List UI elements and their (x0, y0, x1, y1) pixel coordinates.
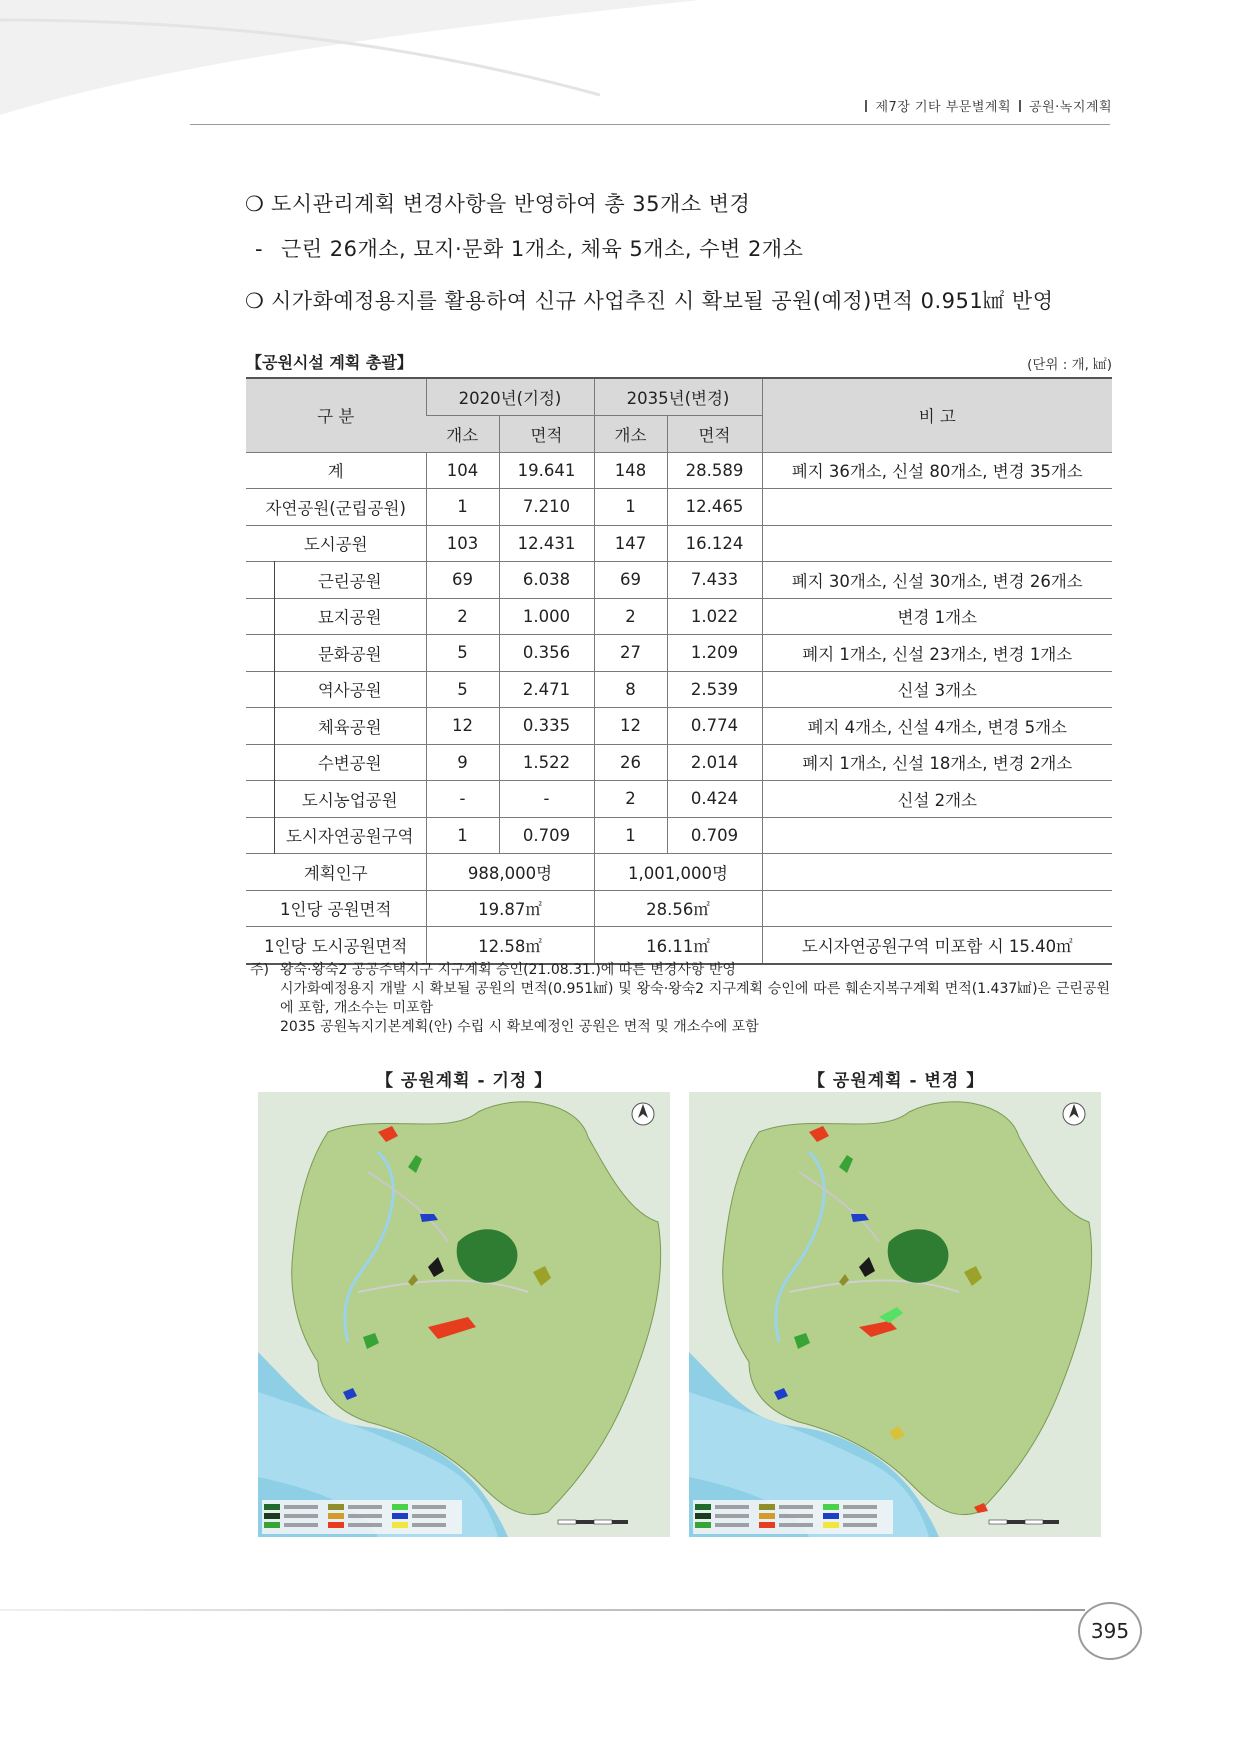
header-count-2020: 개소 (426, 416, 499, 453)
cell-area-2020: 0.356 (499, 635, 594, 672)
cell-note (762, 890, 1112, 927)
cell-note: 폐지 4개소, 신설 4개소, 변경 5개소 (762, 708, 1112, 745)
table-unit: (단위 : 개, ㎢) (1027, 357, 1112, 373)
cell-note: 폐지 1개소, 신설 18개소, 변경 2개소 (762, 744, 1112, 781)
cell-note: 폐지 30개소, 신설 30개소, 변경 26개소 (762, 562, 1112, 599)
summary-row (246, 854, 1112, 891)
map-title-changed: 【 공원계획 - 변경 】 (808, 1071, 985, 1091)
cell-count-2035: 8 (594, 671, 667, 708)
header-note: 비 고 (762, 378, 1112, 452)
cell-area-2035: 16.124 (667, 525, 762, 562)
cell-area-2020: 19.641 (499, 452, 594, 489)
table-row (246, 817, 1112, 854)
row-category (246, 781, 426, 818)
row-category-label: 묘지공원 (317, 608, 382, 628)
cell-count-2035: 148 (594, 452, 667, 489)
park-map-graphic (689, 1092, 1101, 1537)
table-row (246, 708, 1112, 745)
cell-area-2020: 1.522 (499, 744, 594, 781)
cell-note: 폐지 36개소, 신설 80개소, 변경 35개소 (762, 452, 1112, 489)
row-category (246, 817, 426, 854)
cell-note (762, 854, 1112, 891)
cell-area-2035: 0.424 (667, 781, 762, 818)
cell-value-2035: 28.56㎡ (594, 890, 762, 927)
cell-area-2020: 1.000 (499, 598, 594, 635)
map-changed (689, 1092, 1101, 1537)
cell-count-2020: 103 (426, 525, 499, 562)
cell-count-2020: 9 (426, 744, 499, 781)
table-row (246, 781, 1112, 818)
header-2020: 2020년(기정) (426, 378, 594, 416)
row-category: 도시공원 (246, 525, 426, 562)
cell-note (762, 489, 1112, 526)
table-caption: 【공원시설 계획 총괄】 (246, 353, 413, 372)
cell-note: 폐지 1개소, 신설 23개소, 변경 1개소 (762, 635, 1112, 672)
table-row (246, 671, 1112, 708)
park-map-graphic (258, 1092, 670, 1537)
note-line-2: 시가화예정용지 개발 시 확보될 공원의 면적(0.951㎢) 및 왕숙·왕숙2 지구계획 승인에 따른 훼손지복구계획 면적(1.437㎢)은 근린공원에 포함, 개소수는 미포함 (280, 981, 1110, 1016)
cell-note (762, 525, 1112, 562)
table-row (246, 598, 1112, 635)
bullet-3: ❍ 시가화예정용지를 활용하여 신규 사업추진 시 확보될 공원(예정)면적 0.951㎢ 반영 (245, 289, 1054, 313)
cell-count-2035: 69 (594, 562, 667, 599)
row-category-label: 도시자연공원구역 (285, 827, 414, 847)
cell-area-2020: 2.471 (499, 671, 594, 708)
cell-count-2020: 1 (426, 489, 499, 526)
row-category-label: 체육공원 (317, 717, 382, 737)
cell-area-2035: 0.774 (667, 708, 762, 745)
cell-area-2035: 12.465 (667, 489, 762, 526)
cell-count-2020: 69 (426, 562, 499, 599)
cell-count-2020: 5 (426, 671, 499, 708)
section-title: 공원·녹지계획 (1029, 100, 1112, 115)
summary-row (246, 890, 1112, 927)
row-category (246, 562, 426, 599)
cell-area-2035: 0.709 (667, 817, 762, 854)
cell-area-2035: 1.209 (667, 635, 762, 672)
header-rule (190, 124, 1110, 125)
cell-area-2035: 2.539 (667, 671, 762, 708)
cell-note: 도시자연공원구역 미포함 시 15.40㎡ (762, 927, 1112, 964)
cell-area-2020: 12.431 (499, 525, 594, 562)
cell-area-2020: - (499, 781, 594, 818)
cell-count-2035: 27 (594, 635, 667, 672)
row-category-label: 역사공원 (317, 681, 382, 701)
row-category (246, 708, 426, 745)
summary-row (246, 927, 1112, 964)
cell-note: 신설 2개소 (762, 781, 1112, 818)
map-existing (258, 1092, 670, 1537)
cell-area-2020: 0.335 (499, 708, 594, 745)
cell-value-2020: 988,000명 (426, 854, 594, 891)
table-notes (250, 961, 1110, 1037)
cell-count-2035: 26 (594, 744, 667, 781)
bullet-1: ❍ 도시관리계획 변경사항을 반영하여 총 35개소 변경 (245, 192, 751, 216)
row-category: 계획인구 (246, 854, 426, 891)
header-category: 구 분 (246, 378, 426, 452)
cell-count-2020: 104 (426, 452, 499, 489)
row-category (246, 598, 426, 635)
cell-count-2020: 5 (426, 635, 499, 672)
cell-count-2035: 2 (594, 781, 667, 818)
cell-count-2020: 1 (426, 817, 499, 854)
table-row (246, 489, 1112, 526)
cell-area-2035: 1.022 (667, 598, 762, 635)
map-title-existing: 【 공원계획 - 기정 】 (376, 1071, 553, 1091)
row-category: 자연공원(군립공원) (246, 489, 426, 526)
row-category-label: 수변공원 (317, 754, 382, 774)
row-category: 1인당 공원면적 (246, 890, 426, 927)
corner-decoration (0, 0, 700, 130)
cell-count-2035: 12 (594, 708, 667, 745)
table-row (246, 744, 1112, 781)
cell-area-2020: 6.038 (499, 562, 594, 599)
note-line-3: 2035 공원녹지기본계획(안) 수립 시 확보예정인 공원은 면적 및 개소수에 포함 (280, 1019, 759, 1035)
bullet-2: - 근린 26개소, 묘지·문화 1개소, 체육 5개소, 수변 2개소 (255, 237, 804, 261)
cell-area-2020: 0.709 (499, 817, 594, 854)
page-number: 395 (1078, 1602, 1142, 1660)
cell-note (762, 817, 1112, 854)
footer-rule (0, 1609, 1085, 1611)
row-category (246, 744, 426, 781)
cell-count-2035: 147 (594, 525, 667, 562)
cell-count-2020: - (426, 781, 499, 818)
row-category: 1인당 도시공원면적 (246, 927, 426, 964)
row-category-label: 도시농업공원 (301, 790, 398, 810)
running-header (857, 96, 1112, 115)
cell-value-2020: 19.87㎡ (426, 890, 594, 927)
table-row (246, 525, 1112, 562)
cell-note: 신설 3개소 (762, 671, 1112, 708)
cell-area-2035: 2.014 (667, 744, 762, 781)
row-category (246, 671, 426, 708)
table-row (246, 562, 1112, 599)
cell-value-2035: 16.11㎡ (594, 927, 762, 964)
header-area-2020: 면적 (499, 416, 594, 453)
notes-lead: 주) (250, 962, 269, 978)
row-category: 계 (246, 452, 426, 489)
header-2035: 2035년(변경) (594, 378, 762, 416)
row-category-label: 근린공원 (317, 571, 382, 591)
park-summary-table (246, 377, 1112, 965)
cell-count-2020: 2 (426, 598, 499, 635)
header-count-2035: 개소 (594, 416, 667, 453)
cell-value-2035: 1,001,000명 (594, 854, 762, 891)
chapter-title: 제7장 기타 부문별계획 (875, 100, 1012, 115)
cell-area-2035: 28.589 (667, 452, 762, 489)
note-line-1: 왕숙·왕숙2 공공주택지구 지구계획 승인(21.08.31.)에 따른 변경사항 반영 (280, 962, 736, 978)
cell-count-2035: 1 (594, 817, 667, 854)
cell-count-2035: 2 (594, 598, 667, 635)
table-row (246, 635, 1112, 672)
table-row (246, 452, 1112, 489)
cell-value-2020: 12.58㎡ (426, 927, 594, 964)
header-area-2035: 면적 (667, 416, 762, 453)
cell-area-2035: 7.433 (667, 562, 762, 599)
row-category (246, 635, 426, 672)
cell-count-2020: 12 (426, 708, 499, 745)
cell-area-2020: 7.210 (499, 489, 594, 526)
cell-note: 변경 1개소 (762, 598, 1112, 635)
cell-count-2035: 1 (594, 489, 667, 526)
row-category-label: 문화공원 (317, 644, 382, 664)
